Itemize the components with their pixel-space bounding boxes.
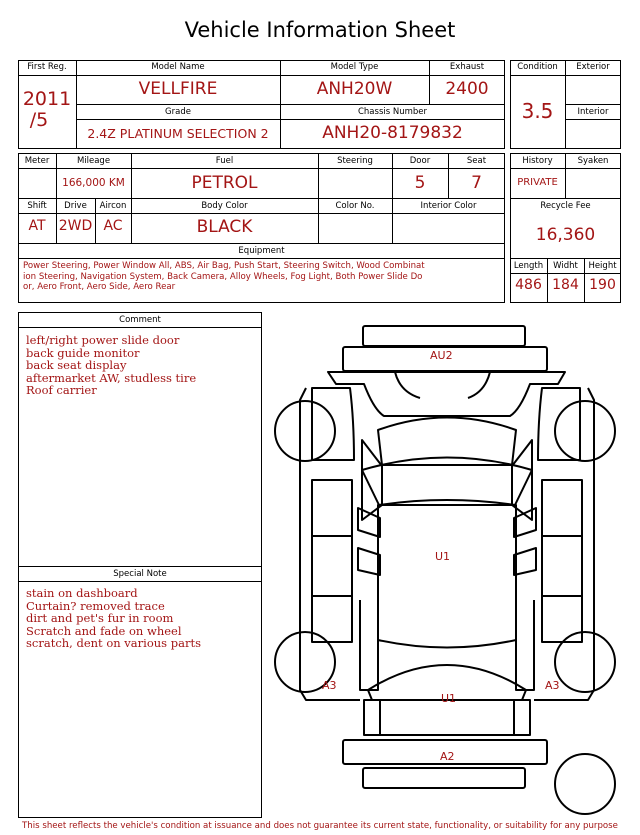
left-front-door-shape (312, 480, 352, 536)
equipment-text: Power Steering, Power Window All, ABS, Air Bag, Push Start, Steering Switch, Wood Combination Steering, Navigation System, Back Camera, Alloy Wheels, Fog Light, Both Power Slide Door, Aero Front, Aero Side, Aero Rear (23, 261, 425, 292)
exhaust-label: Exhaust (449, 62, 485, 72)
left-front-fender-shape (312, 388, 354, 460)
grade-label: Grade (165, 107, 191, 117)
front-hood-shape (328, 372, 565, 416)
equipment-label: Equipment (238, 246, 285, 256)
seat-value: 7 (471, 173, 482, 193)
comment-list (26, 334, 196, 397)
right-slide-door-shape (542, 536, 582, 596)
roof-shape (378, 505, 516, 648)
comment-line: aftermarket AW, studless tire (26, 370, 197, 385)
rear-step-shape (363, 768, 525, 788)
tailgate-code: U1 (441, 692, 457, 705)
condition-label: Condition (517, 62, 558, 72)
comment-line: back guide monitor (26, 345, 140, 360)
drive-label: Drive (64, 201, 87, 211)
roof-code: U1 (435, 550, 451, 563)
model-name-label: Model Name (151, 62, 205, 72)
rear-left-wheel-code: A3 (322, 679, 337, 692)
body-color-label: Body Color (201, 201, 248, 211)
color-no-label: Color No. (335, 201, 375, 211)
recycle-fee-label: Recycle Fee (540, 201, 591, 211)
drive-value: 2WD (58, 218, 93, 234)
seat-label: Seat (466, 156, 487, 166)
body-color-value: BLACK (196, 217, 253, 237)
shift-value: AT (28, 218, 46, 234)
history-label: History (522, 156, 553, 166)
first-reg-year: 2011 (22, 88, 72, 110)
door-label: Door (409, 156, 431, 166)
right-front-fender-shape (538, 388, 580, 460)
special-note-line: Curtain? removed trace (26, 598, 165, 613)
rear-bumper-code: A2 (440, 750, 455, 763)
model-type-label: Model Type (330, 62, 379, 72)
exterior-label: Exterior (576, 62, 610, 72)
history-value: PRIVATE (517, 177, 558, 188)
height-label: Height (588, 261, 617, 271)
front-left-wheel-shape (275, 401, 335, 461)
special-note-label: Special Note (113, 569, 167, 579)
width-value: 184 (552, 277, 579, 293)
aircon-label: Aircon (99, 201, 127, 211)
width-label: Widht (553, 261, 578, 271)
model-name-value: VELLFIRE (138, 79, 218, 99)
first-reg-month: /5 (29, 109, 49, 131)
interior-color-label: Interior Color (420, 201, 477, 211)
special-note-line: dirt and pet's fur in room (26, 611, 174, 625)
length-value: 486 (515, 277, 542, 293)
comment-line: Roof carrier (26, 383, 97, 397)
special-note-line: stain on dashboard (26, 586, 138, 600)
front-right-wheel-shape (555, 401, 615, 461)
comment-line: left/right power slide door (26, 333, 180, 347)
mileage-label: Mileage (76, 156, 111, 166)
right-rear-quarter-shape (542, 596, 582, 642)
chassis-number-label: Chassis Number (357, 107, 428, 117)
spare-wheel-shape (555, 754, 615, 814)
recycle-fee-value: 16,360 (535, 225, 596, 245)
syaken-label: Syaken (577, 156, 609, 166)
rear-window-shape (364, 700, 530, 735)
car-damage-diagram (268, 318, 628, 820)
shift-label: Shift (27, 201, 47, 211)
aircon-value: AC (103, 218, 123, 234)
disclaimer-footer: This sheet reflects the vehicle's condition at issuance and does not guarantee its current state, functionality, or suitability for any purpose (22, 821, 618, 831)
meter-label: Meter (24, 156, 50, 166)
special-note-line: Scratch and fade on wheel (26, 623, 182, 638)
condition-value: 3.5 (521, 99, 554, 123)
model-type-value: ANH20W (316, 79, 393, 99)
rear-right-wheel-shape (555, 632, 615, 692)
fuel-value: PETROL (191, 173, 258, 193)
length-label: Length (513, 261, 544, 271)
mileage-value: 166,000 KM (62, 177, 125, 189)
front-grille-shape (363, 326, 525, 346)
chassis-number-value: ANH20-8179832 (322, 123, 463, 143)
rear-right-wheel-code: A3 (545, 679, 560, 692)
sheet-title: Vehicle Information Sheet (184, 18, 456, 42)
fuel-label: Fuel (215, 156, 234, 166)
height-value: 190 (589, 277, 616, 293)
door-value: 5 (414, 173, 426, 193)
special-note-list (26, 587, 201, 650)
comment-line: back seat display (26, 358, 127, 372)
first-reg-label: First Reg. (27, 62, 67, 72)
steering-label: Steering (337, 156, 373, 166)
interior-label: Interior (577, 107, 609, 117)
front-bumper-code: AU2 (430, 349, 453, 362)
left-slide-door-shape (312, 536, 352, 596)
right-front-door-shape (542, 480, 582, 536)
special-note-line: scratch, dent on various parts (26, 636, 201, 650)
grade-value: 2.4Z PLATINUM SELECTION 2 (87, 126, 269, 141)
exhaust-value: 2400 (445, 79, 489, 99)
comment-label: Comment (119, 315, 161, 325)
